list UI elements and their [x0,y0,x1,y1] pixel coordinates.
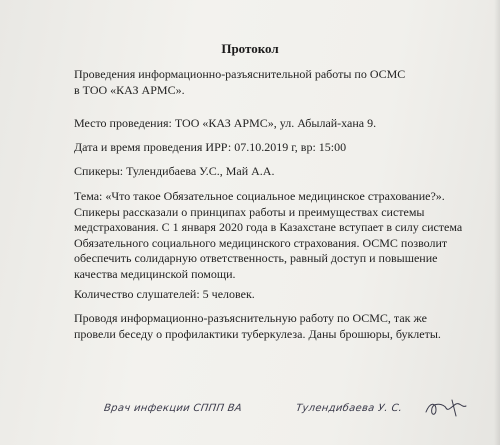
document-title: Протокол [221,41,279,56]
summary-line: провели беседу о профилактики туберкулеза. Даны брошюры, буклеты. [74,326,441,341]
topic-line: Спикеры рассказали о принципах работы и преимуществах системы [74,204,425,219]
topic-paragraph [74,189,474,282]
listeners-paragraph [74,287,474,303]
location-line: Место проведения: ТОО «КАЗ АРМС», ул. Абылай-хана 9. [74,116,377,130]
intro-line: Проведения информационно-разъяснительной работы по ОСМС [74,67,406,81]
location-paragraph [74,116,474,132]
topic-line: качества медицинской помощи. [74,266,236,281]
signature-left-text: Врач инфекции СППП ВА [103,403,243,414]
signature-right [296,398,402,420]
speakers-line: Спикеры: Тулендибаева У.С., Май А.А. [74,164,275,178]
page-edge-shadow [494,0,500,445]
topic-line: медстрахования. С 1 января 2020 года в Казахстане вступает в силу система [74,220,463,234]
listeners-line: Количество слушателей: 5 человек. [74,287,255,301]
topic-line: Тема: «Что такое Обязательное социальное медицинское страхование?». [74,189,445,203]
topic-line: Обязательного социального медицинского страхования. ОСМС позволит [74,235,448,250]
datetime-paragraph [74,140,474,156]
summary-paragraph [74,311,474,342]
intro-line: в ТОО «КАЗ АРМС». [74,82,185,97]
signature-left [104,398,242,420]
intro-paragraph [74,67,474,98]
datetime-line: Дата и время проведения ИРР: 07.10.2019 г, вр: 15:00 [74,140,347,154]
signature-right-text: Тулендибаева У. С. [295,403,403,414]
handwritten-signature-mark [422,396,474,420]
summary-line: Проводя информационно-разъяснительную работу по ОСМС, так же [74,311,427,325]
topic-line: обеспечить солидарную ответственность, равный доступ и повышение [74,251,438,265]
speakers-paragraph [74,164,474,180]
